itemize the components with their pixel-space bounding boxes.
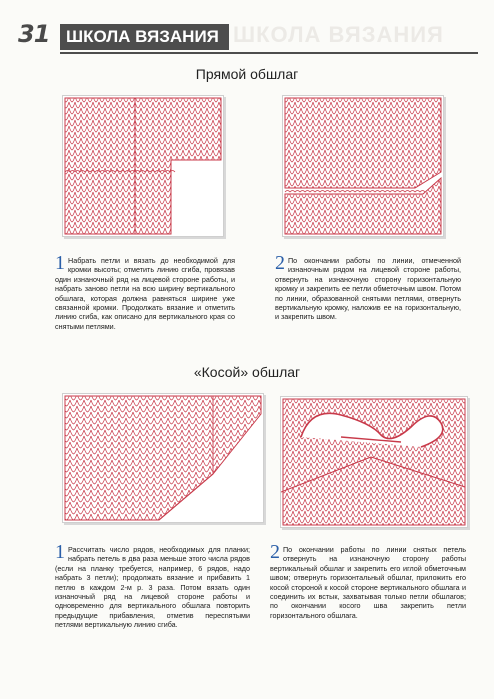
section-title-straight-cuff: Прямой обшлаг bbox=[195, 66, 299, 82]
figure-straight-cuff-step-2 bbox=[282, 95, 444, 237]
caption-slanted-step-1 bbox=[55, 541, 250, 630]
knitting-diagram bbox=[281, 397, 467, 527]
step-number: 2 bbox=[270, 541, 280, 563]
caption-straight-step-1 bbox=[55, 252, 235, 331]
figure-slanted-cuff-step-2 bbox=[280, 396, 468, 528]
step-text: Рассчитать число рядов, необходимых для планки; набрать петель в два раза меньше этого числа рядов (если на планку требуется, например, 6 рядов, надо набрать 3 петли); продолжать вязание и прибавить 1 петлю в каждом 2-м р. 3 раза. Потом вязать один изнаночный ряд на лицевой стороне работы и одновременно для вертикального обшлага повторить предыдущие прибавления, отметив пересnятыми петлями вертикальную линию сгиба. bbox=[55, 545, 250, 630]
stitch-field bbox=[63, 394, 263, 522]
page-header bbox=[18, 18, 478, 58]
step-number: 1 bbox=[55, 541, 65, 563]
figure-straight-cuff-step-1 bbox=[62, 95, 224, 237]
knitting-diagram bbox=[63, 96, 223, 236]
purl-row bbox=[65, 171, 175, 173]
stitch-field bbox=[63, 96, 223, 236]
caption-slanted-step-2 bbox=[270, 541, 466, 620]
page-number: 31 bbox=[18, 20, 50, 48]
step-number: 1 bbox=[55, 252, 65, 274]
step-text: Набрать петли и вязать до необходимой для кромки высоты; отметить линию сгиба, провязав один изнаночный ряд на лицевой стороне работы, и набрать заново петли на всю ширину вертикального обшлага, которая должна равняться ширине уже связанной кромки. Продолжать вязание и отметить линию сгиба, как описано для вертикального края со снятыми петлями. bbox=[55, 256, 235, 331]
header-ghost-title: ШКОЛА ВЯЗАНИЯ bbox=[233, 22, 444, 47]
header-rule bbox=[60, 52, 478, 54]
section-title-slanted-cuff: «Косой» обшлаг bbox=[193, 364, 301, 380]
figure-slanted-cuff-step-1 bbox=[62, 393, 264, 523]
section-header-title: ШКОЛА ВЯЗАНИЯ bbox=[60, 24, 229, 50]
step-text: По окончании работы по линии, отмеченной изнаночным рядом на лицевой стороне работы, отвернуть на изнаночную сторону горизонтальную кромку и закрепить ее петли обметочным швом. Потом по линии, образованной снятыми петлями, отвернуть вертикальную кромку, наложив ее на горизонтальную, и закрепить швом. bbox=[275, 256, 461, 322]
purl-row bbox=[285, 191, 425, 193]
stitch-field bbox=[281, 397, 467, 527]
caption-straight-step-2 bbox=[275, 252, 461, 322]
step-number: 2 bbox=[275, 252, 285, 274]
knitting-diagram bbox=[63, 394, 263, 522]
step-text: По окончании работы по линии снятых петель отвернуть на изнаночную сторону работы вертикальный обшлаг и закрепить его иглой обметочным швом; отвернуть горизонтальный обшлаг, приложить его косой стороной к косой стороне вертикального обшлага и соединить их встык, захватывая только петли обшлагов; по окончании косого шва закрепить петли горизонтального обшлага. bbox=[270, 545, 466, 620]
stitch-field bbox=[283, 96, 443, 236]
knitting-diagram bbox=[283, 96, 443, 236]
